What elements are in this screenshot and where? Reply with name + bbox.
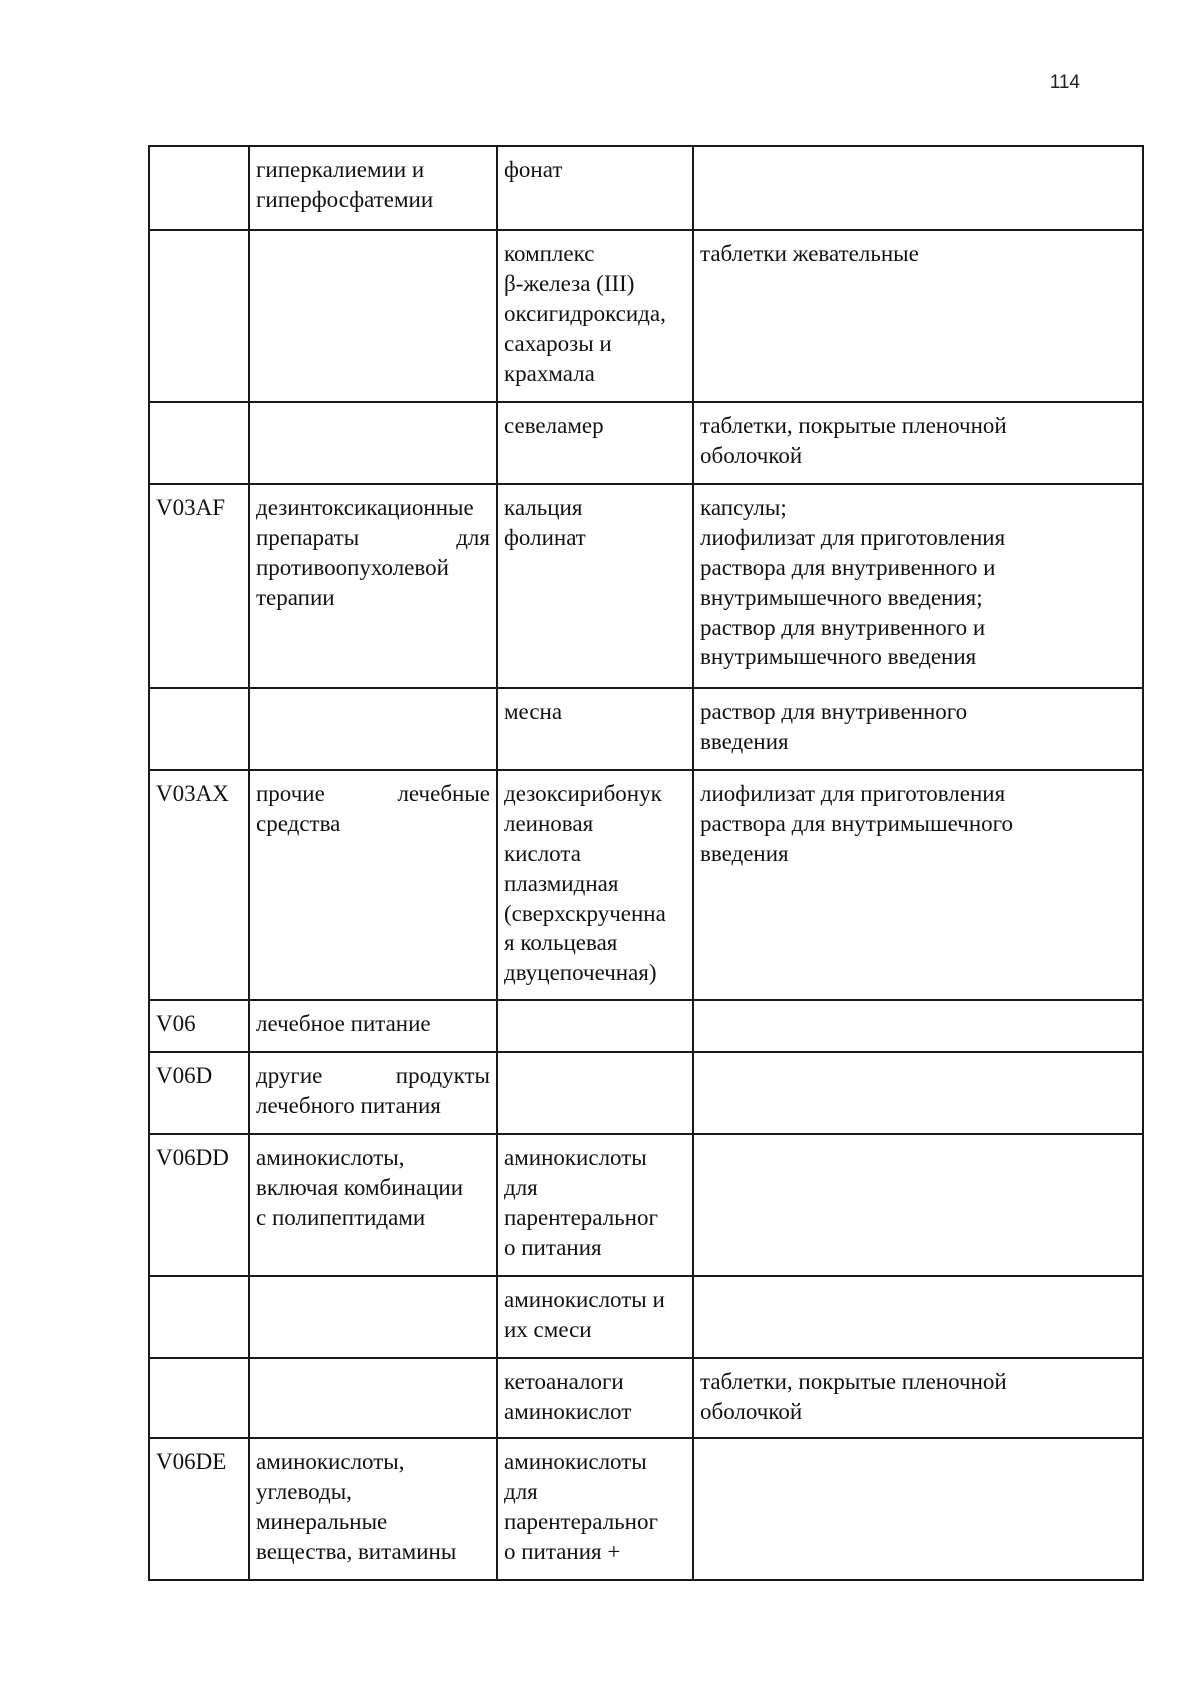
dosage-form-cell	[693, 1134, 1143, 1276]
atc-code-cell	[149, 230, 249, 402]
table-row	[149, 688, 1143, 770]
atc-code-cell: V03AF	[149, 484, 249, 688]
anatomic-group-cell	[249, 230, 497, 402]
atc-code-cell: V06DD	[149, 1134, 249, 1276]
atc-code-cell: V06D	[149, 1052, 249, 1134]
drug-name-cell: кетоаналоги аминокислот	[497, 1358, 693, 1438]
atc-code-cell	[149, 402, 249, 484]
dosage-form-cell	[693, 1052, 1143, 1134]
dosage-form-cell	[693, 1000, 1143, 1052]
atc-code-cell	[149, 146, 249, 230]
drug-name-cell: севеламер	[497, 402, 693, 484]
anatomic-group-cell	[249, 688, 497, 770]
table-row	[149, 770, 1143, 1000]
anatomic-group-cell: гиперкалиемии и гиперфосфатемии	[249, 146, 497, 230]
table-row	[149, 1358, 1143, 1438]
table-row	[149, 1000, 1143, 1052]
anatomic-group-cell	[249, 1276, 497, 1358]
anatomic-group-cell: другие продукты лечебного питания	[249, 1052, 497, 1134]
atc-code-cell: V03AX	[149, 770, 249, 1000]
drug-name-cell: месна	[497, 688, 693, 770]
table-row	[149, 1438, 1143, 1580]
drug-name-cell: фонат	[497, 146, 693, 230]
dosage-form-cell	[693, 1276, 1143, 1358]
drug-name-cell: комплекс β-железа (III) оксигидроксида, сахарозы и крахмала	[497, 230, 693, 402]
drug-classification-table	[148, 145, 1144, 1581]
dosage-form-cell: раствор для внутривенного введения	[693, 688, 1143, 770]
table-row	[149, 1134, 1143, 1276]
table-row	[149, 230, 1143, 402]
dosage-form-cell	[693, 1438, 1143, 1580]
atc-code-cell: V06	[149, 1000, 249, 1052]
dosage-form-cell: таблетки, покрытые пленочной оболочкой	[693, 1358, 1143, 1438]
atc-code-cell: V06DE	[149, 1438, 249, 1580]
page-number: 114	[1049, 72, 1080, 93]
table-row	[149, 484, 1143, 688]
dosage-form-cell: капсулы; лиофилизат для приготовления раствора для внутривенного и внутримышечного введения; раствор для внутривенного и внутримышечного введения	[693, 484, 1143, 688]
anatomic-group-cell: прочие лечебные средства	[249, 770, 497, 1000]
anatomic-group-cell: аминокислоты, углеводы, минеральные вещества, витамины	[249, 1438, 497, 1580]
anatomic-group-cell: лечебное питание	[249, 1000, 497, 1052]
drug-name-cell	[497, 1000, 693, 1052]
dosage-form-cell: таблетки жевательные	[693, 230, 1143, 402]
anatomic-group-cell: дезинтоксикационные препараты для противоопухолевой терапии	[249, 484, 497, 688]
atc-code-cell	[149, 688, 249, 770]
anatomic-group-cell	[249, 402, 497, 484]
drug-name-cell: аминокислоты и их смеси	[497, 1276, 693, 1358]
table-row	[149, 1052, 1143, 1134]
dosage-form-cell	[693, 146, 1143, 230]
table-row	[149, 1276, 1143, 1358]
drug-name-cell: аминокислоты для парентеральног о питания	[497, 1134, 693, 1276]
drug-name-cell: кальция фолинат	[497, 484, 693, 688]
drug-name-cell	[497, 1052, 693, 1134]
anatomic-group-cell: аминокислоты, включая комбинации с полипептидами	[249, 1134, 497, 1276]
dosage-form-cell: лиофилизат для приготовления раствора для внутримышечного введения	[693, 770, 1143, 1000]
drug-name-cell: аминокислоты для парентеральног о питания +	[497, 1438, 693, 1580]
atc-code-cell	[149, 1358, 249, 1438]
table-row	[149, 146, 1143, 230]
dosage-form-cell: таблетки, покрытые пленочной оболочкой	[693, 402, 1143, 484]
drug-name-cell: дезоксирибонук леиновая кислота плазмидная (сверхскрученна я кольцевая двуцепочечная)	[497, 770, 693, 1000]
atc-code-cell	[149, 1276, 249, 1358]
anatomic-group-cell	[249, 1358, 497, 1438]
table-row	[149, 402, 1143, 484]
